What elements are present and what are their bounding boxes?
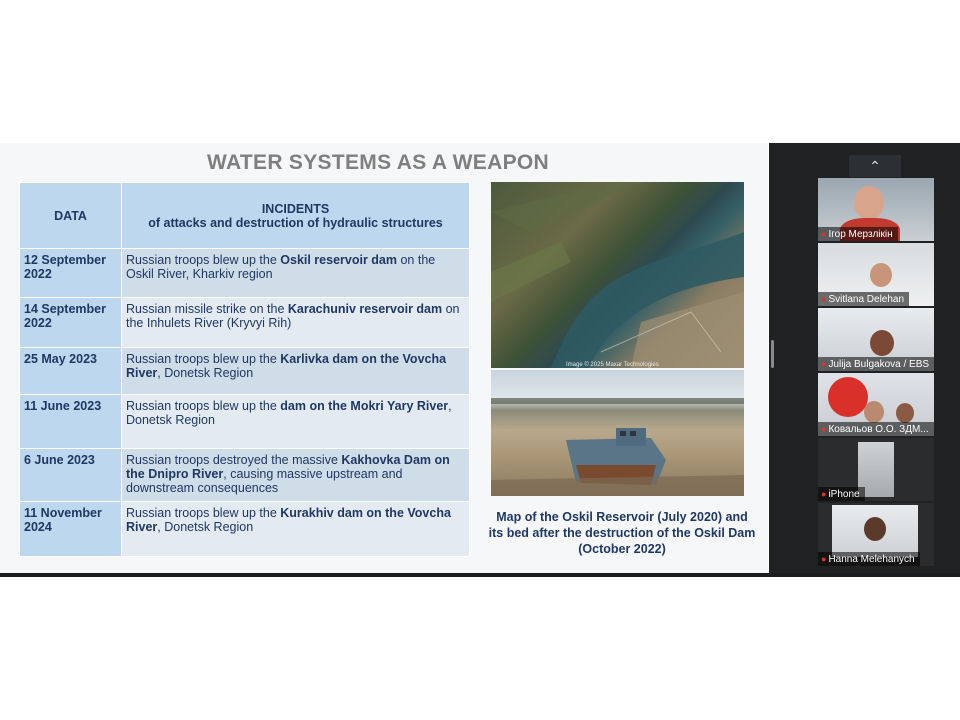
row-date: 11 June 2023 [20, 395, 122, 449]
table-header-date: DATA [20, 183, 122, 249]
row-description: Russian troops blew up the Kurakhiv dam on the Vovcha River, Donetsk Region [122, 502, 470, 557]
row-date: 14 September 2022 [20, 298, 122, 348]
slide-title: WATER SYSTEMS AS A WEAPON [207, 151, 549, 174]
participant-tile[interactable] [818, 243, 934, 306]
row-description: Russian troops blew up the Karlivka dam on the Vovcha River, Donetsk Region [122, 348, 470, 395]
row-date: 25 May 2023 [20, 348, 122, 395]
row-date: 6 June 2023 [20, 449, 122, 502]
incidents-table [19, 182, 470, 557]
mic-muted-icon: ● [821, 424, 827, 434]
participant-name-label: ● Julija Bulgakova / EBS [818, 357, 934, 371]
chevron-up-icon: ⌃ [869, 158, 881, 174]
table-row [20, 449, 470, 502]
dry-reservoir-photo [491, 370, 744, 496]
mic-muted-icon: ● [821, 229, 827, 239]
bottom-bar [0, 573, 960, 577]
row-description: Russian missile strike on the Karachuniv reservoir dam on the Inhulets River (Kryvyi Rih) [122, 298, 470, 348]
shared-slide [0, 143, 768, 573]
row-description: Russian troops blew up the Oskil reservoir dam on the Oskil River, Kharkiv region [122, 249, 470, 298]
panel-resize-handle[interactable] [771, 340, 774, 368]
participant-name-label: ● Ковальов О.О. ЗДМ... [818, 422, 934, 436]
image-caption: Map of the Oskil Reservoir (July 2020) and its bed after the destruction of the Oskil Dam (October 2022) [488, 510, 756, 556]
row-description: Russian troops blew up the dam on the Mokri Yary River, Donetsk Region [122, 395, 470, 449]
table-row [20, 298, 470, 348]
table-header-incidents: INCIDENTS of attacks and destruction of hydraulic structures [122, 183, 470, 249]
participant-video [828, 377, 868, 417]
row-description: Russian troops destroyed the massive Kakhovka Dam on the Dnipro River, causing massive upstream and downstream consequences [122, 449, 470, 502]
row-date: 11 November 2024 [20, 502, 122, 557]
participant-name-label: ● Svitlana Delehan [818, 292, 909, 306]
table-row [20, 502, 470, 557]
participant-tile[interactable] [818, 503, 934, 566]
participant-video [870, 330, 894, 356]
mic-muted-icon: ● [821, 489, 827, 499]
participant-tile[interactable] [818, 178, 934, 241]
table-row [20, 395, 470, 449]
satellite-map-image [491, 182, 744, 368]
participant-video [854, 186, 884, 220]
table-row [20, 249, 470, 298]
participant-name-label: ● iPhone [818, 487, 865, 501]
mic-muted-icon: ● [821, 554, 827, 564]
participant-video [870, 263, 892, 287]
participant-tile[interactable] [818, 308, 934, 371]
table-row [20, 348, 470, 395]
map-watermark: Image © 2025 Maxar Technologies [566, 362, 659, 368]
participant-name-label: ● Hanna Melehanych [818, 552, 920, 566]
participant-tile[interactable] [818, 438, 934, 501]
row-date: 12 September 2022 [20, 249, 122, 298]
collapse-gallery-button[interactable] [849, 155, 901, 177]
participant-tile[interactable] [818, 373, 934, 436]
mic-muted-icon: ● [821, 359, 827, 369]
participant-name-label: ● Ігор Мерзлікін [818, 227, 898, 241]
mic-muted-icon: ● [821, 294, 827, 304]
